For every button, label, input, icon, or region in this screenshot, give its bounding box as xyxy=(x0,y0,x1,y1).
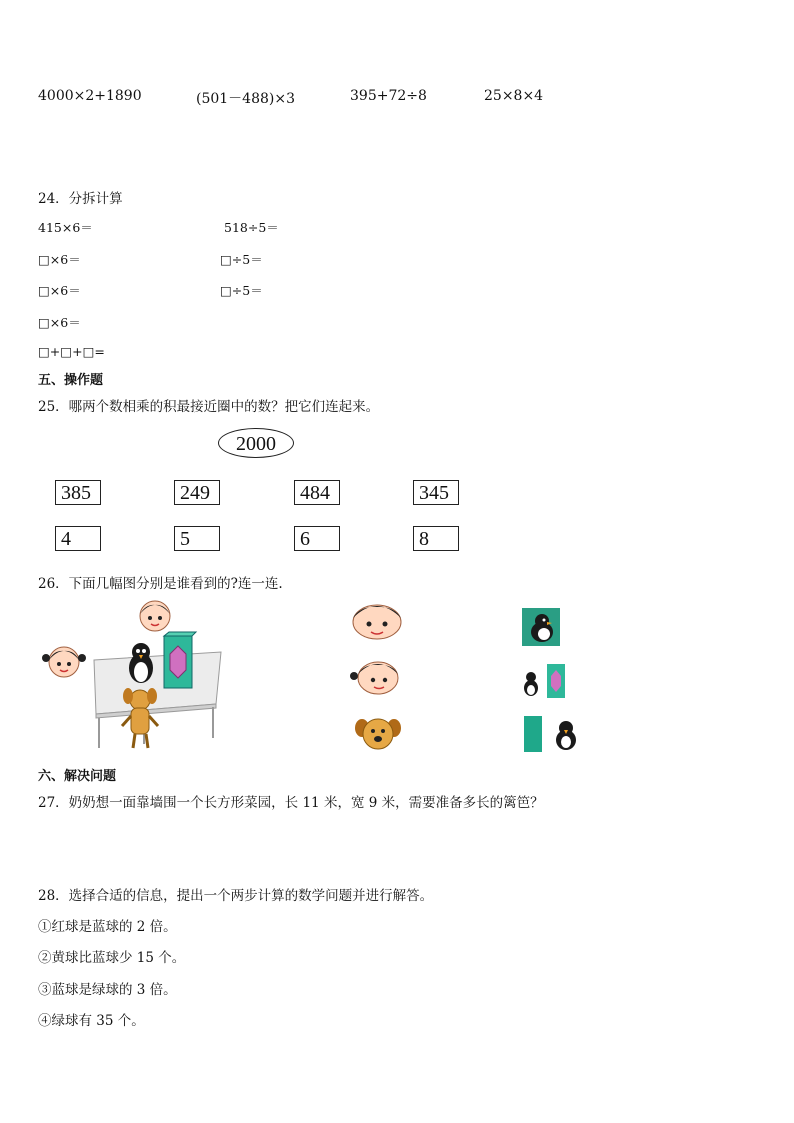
q24-left-2: □×6＝ xyxy=(38,252,81,267)
number-box-8[interactable]: 8 xyxy=(413,526,459,551)
expression-4: 25×8×4 xyxy=(484,88,544,104)
number-box-4[interactable]: 4 xyxy=(55,526,101,551)
q24-right-3: □÷5＝ xyxy=(220,283,263,298)
q24-right-1: 518÷5＝ xyxy=(224,220,279,235)
section-5-heading: 五、操作题 xyxy=(38,373,104,388)
view-penguin-front-icon[interactable] xyxy=(522,608,560,646)
q24-right-2: □÷5＝ xyxy=(220,252,263,267)
q27-text: 27．奶奶想一面靠墙围一个长方形菜园，长 11 米，宽 9 米，需要准备多长的篱笆？ xyxy=(38,795,544,811)
q28-info-4: ④绿球有 35 个。 xyxy=(38,1013,145,1029)
q28-info-2: ②黄球比蓝球少 15 个。 xyxy=(38,950,186,966)
section-6-heading: 六、解决问题 xyxy=(38,769,117,784)
q24-title: 24．分拆计算 xyxy=(38,191,123,207)
q28-info-3: ③蓝球是绿球的 3 倍。 xyxy=(38,982,177,998)
view-box-and-penguin-icon[interactable] xyxy=(524,716,580,752)
q24-left-1: 415×6＝ xyxy=(38,220,93,235)
expression-3: 395+72÷8 xyxy=(350,88,427,104)
number-box-385[interactable]: 385 xyxy=(55,480,101,505)
number-box-249[interactable]: 249 xyxy=(174,480,220,505)
q24-left-3: □×6＝ xyxy=(38,283,81,298)
q26-title: 26．下面几幅图分别是谁看到的?连一连. xyxy=(38,576,283,592)
viewer-dog-icon[interactable] xyxy=(354,714,402,752)
q25-title: 25．哪两个数相乘的积最接近圈中的数？把它们连起来。 xyxy=(38,399,380,415)
q24-left-5: □+□+□= xyxy=(38,344,105,359)
number-box-345[interactable]: 345 xyxy=(413,480,459,505)
viewer-girl-left-icon[interactable] xyxy=(348,656,404,696)
number-box-484[interactable]: 484 xyxy=(294,480,340,505)
expression-1: 4000×2+1890 xyxy=(38,88,142,104)
number-box-5[interactable]: 5 xyxy=(174,526,220,551)
viewer-girl-top-icon[interactable] xyxy=(346,600,408,642)
number-box-6[interactable]: 6 xyxy=(294,526,340,551)
expression-2: (501－488)×3 xyxy=(196,91,296,107)
target-number-circle: 2000 xyxy=(218,428,294,458)
scene-illustration xyxy=(36,596,226,756)
view-penguin-and-box-icon[interactable] xyxy=(519,664,567,698)
q28-info-1: ①红球是蓝球的 2 倍。 xyxy=(38,919,177,935)
q28-title: 28．选择合适的信息，提出一个两步计算的数学问题并进行解答。 xyxy=(38,888,434,904)
q24-left-4: □×6＝ xyxy=(38,315,81,330)
